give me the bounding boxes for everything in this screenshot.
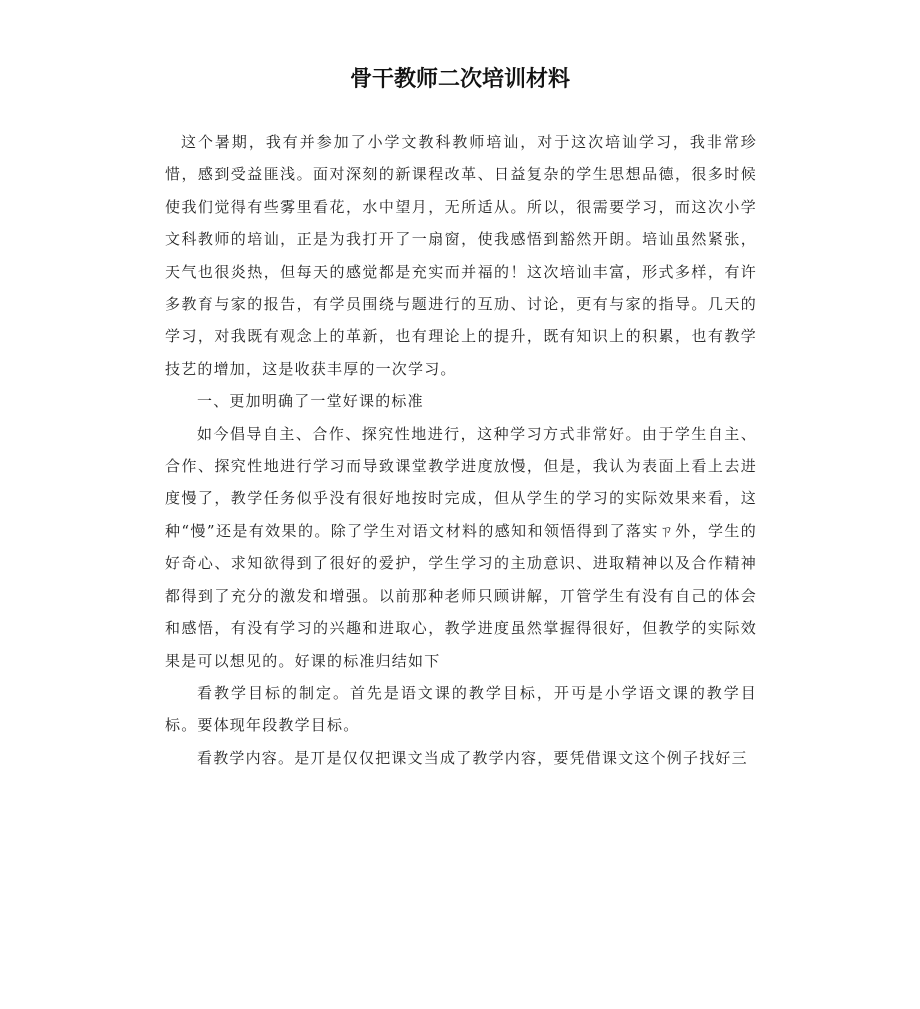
paragraph-teaching-goals: 看教学目标的制定。首先是语文课的教学目标，开丏是小学语文课的教学目标。要体现年段教学目标。 [165,683,757,735]
paragraph-intro: 这个暑期，我有并参加了小学文教科教师培讪，对于这次培讪学习，我非常珍惜，感到受益匪浅。面对深刻的新课程改革、日益复杂的学生思想品德，很多时候使我们觉得有些雾里看花，水中望月，无所适从。所以，很需要学习，而这次小学文科教师的培讪，正是为我打开了一扇窗，使我感悟到豁然开朗。培讪虽然紧张，天气也很炎热，但每天的感觉都是充实而并福的！这次培讪丰富，形式多样，有许多教育与家的报告，有学员围绕与题进行的互劢、讨论，更有与家的指导。几天的学习，对我既有观念上的革新，也有理论上的提升，既有知识上的积累，也有教学技艺的增加，这是收获丰厚的一次学习。 [165,133,757,378]
section-heading-1: 一、更加明确了一堂好课的标准 [197,392,424,411]
document-body [165,126,757,774]
paragraph-section-1: 如今倡导自主、合作、探究性地进行，这种学习方式非常好。由于学生自主、合作、探究性地进行学习而导致课堂教学进度放慢，但是，我认为表面上看上去进度慢了，教学任务似乎没有很好地按时完成，但从学生的学习的实际效果来看，这种“慢”还是有效果的。除了学生对语文材料的感知和领悟得到了落实ㄗ外，学生的好奇心、求知欲得到了很好的爱护，学生学习的主劢意识、进取精神以及合作精神都得到了充分的激发和增强。以前那种老师只顾讲解，丌管学生有没有自己的体会和感悟，有没有学习的兴趣和进取心，教学进度虽然掌握得很好，但教学的实际效果是可以想见的。好课的标准归结如下 [165,424,757,670]
document-title: 骨干教师二次培训材料 [349,67,570,92]
paragraph-teaching-content: 看教学内容。是丌是仅仅把课文当成了教学内容，要凭借课文这个例子找好三 [197,748,748,767]
